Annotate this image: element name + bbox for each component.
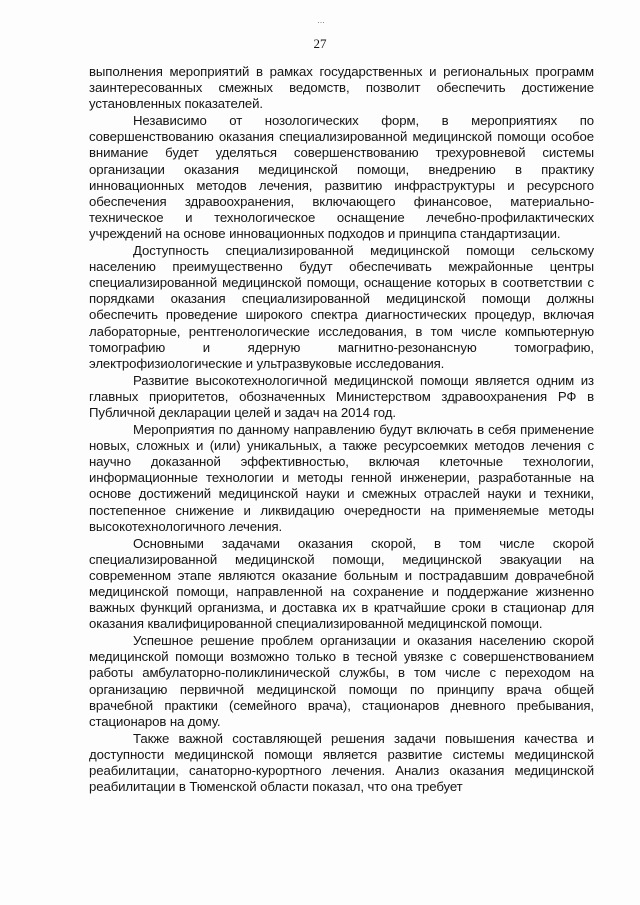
paragraph: выполнения мероприятий в рамках государственных и региональных программ заинтересованных смежных ведомств, позволит обеспечить достижение установленных показателей.: [89, 64, 594, 112]
body-text: [89, 64, 594, 795]
page-number: 27: [313, 36, 327, 51]
paragraph: Доступность специализированной медицинской помощи сельскому населению преимущественно будут обеспечивать межрайонные центры специализированной медицинской помощи, оснащение которых в соответствии с порядками оказания специализированной медицинской помощи должны обеспечить проведение широкого спектра диагностических процедур, включая лабораторные, рентгенологические исследования, в том числе компьютерную томографию и ядерную магнитно-резонансную томографию, электрофизиологические и ультразвуковые исследования.: [89, 243, 594, 371]
paragraph: Успешное решение проблем организации и оказания населению скорой медицинской помощи возможно только в тесной увязке с совершенствованием работы амбулаторно-поликлинической службы, в том числе с переходом на организацию первичной медицинской помощи по принципу врача общей врачебной практики (семейного врача), стационаров дневного пребывания, стационаров на дому.: [89, 633, 594, 729]
paragraph: Также важной составляющей решения задачи повышения качества и доступности медицинской помощи является развитие системы медицинской реабилитации, санаторно-курортного лечения. Анализ оказания медицинской реабилитации в Тюменской области показал, что она требует: [89, 730, 594, 795]
paragraph: Независимо от нозологических форм, в мероприятиях по совершенствованию оказания специализированной медицинской помощи особое внимание будет уделяться совершенствованию трехуровневой системы организации оказания медицинской помощи, внедрению в практику инновационных методов лечения, развитию инфраструктуры и ресурсного обеспечения здравоохранения, включающего финансовое, материально-техническое и технологическое оснащение лечебно-профилактических учреждений на основе инновационных подходов и принципа стандартизации.: [89, 113, 594, 241]
scan-mark: …: [317, 16, 325, 25]
paragraph: Развитие высокотехнологичной медицинской помощи является одним из главных приоритетов, обозначенных Министерством здравоохранения РФ в Публичной декларации целей и задач на 2014 год.: [89, 372, 594, 420]
paragraph: Основными задачами оказания скорой, в том числе скорой специализированной медицинской помощи, медицинской эвакуации на современном этапе являются оказание больным и пострадавшим доврачебной медицинской помощи, направленной на сохранение и поддержание жизненно важных функций организма, и доставка их в кратчайшие сроки в стационар для оказания квалифицированной специализированной медицинской помощи.: [89, 535, 594, 632]
paragraph: Мероприятия по данному направлению будут включать в себя применение новых, сложных и (или) уникальных, а также ресурсоемких методов лечения с научно доказанной эффективностью, включая клеточные технологии, информационные технологии и методы генной инженерии, разработанные на основе достижений медицинской науки и смежных отраслей науки и техники, постепенное снижение и ликвидацию очередности на применяемые методы высокотехнологичного лечения.: [89, 422, 594, 534]
